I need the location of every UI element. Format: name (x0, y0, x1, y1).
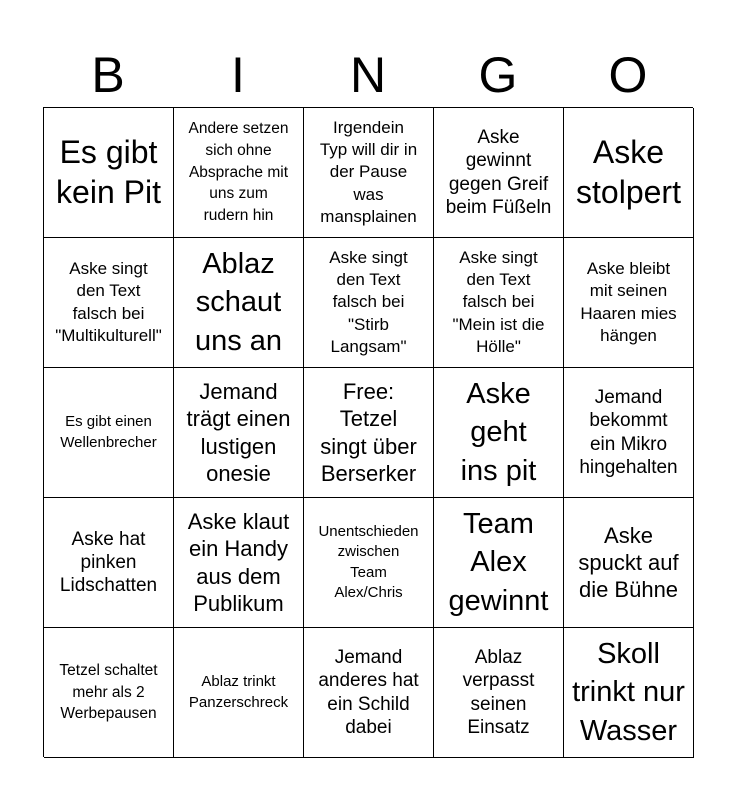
bingo-cell[interactable] (44, 238, 174, 368)
cell-text: Irgendein Typ will dir in der Pause was mansplainen (319, 118, 418, 226)
bingo-cell[interactable] (304, 368, 434, 498)
cell-text: Aske klaut ein Handy aus dem Publikum (187, 508, 290, 616)
cell-text: Jemand bekommt ein Mikro hingehalten (579, 387, 678, 478)
header-letter-g: G (478, 47, 518, 103)
bingo-cell[interactable] (174, 498, 304, 628)
bingo-cell[interactable] (434, 498, 564, 628)
bingo-cell[interactable] (44, 498, 174, 628)
bingo-cell[interactable] (564, 498, 694, 628)
cell-text: Aske geht ins pit (460, 378, 537, 487)
header-letter-o: O (608, 47, 648, 103)
bingo-cell[interactable] (434, 238, 564, 368)
cell-text: Aske singt den Text falsch bei "Mein ist die Hölle" (452, 248, 545, 356)
cell-text: Andere setzen sich ohne Absprache mit uns zum rudern hin (188, 120, 289, 225)
bingo-cell[interactable] (434, 628, 564, 758)
bingo-cell[interactable] (564, 238, 694, 368)
cell-text: Aske bleibt mit seinen Haaren mies hängen (580, 259, 677, 345)
bingo-cell[interactable] (44, 368, 174, 498)
header-letter-i: I (231, 47, 245, 103)
bingo-cell[interactable] (304, 238, 434, 368)
cell-text: Ablaz trinkt Panzerschreck (188, 673, 289, 711)
bingo-cell[interactable] (174, 108, 304, 238)
header-letter-b: B (91, 47, 125, 103)
bingo-header (43, 44, 693, 106)
cell-text: Tetzel schaltet mehr als 2 Werbepausen (59, 661, 158, 723)
bingo-cell[interactable] (44, 108, 174, 238)
cell-text: Es gibt kein Pit (56, 134, 161, 210)
cell-text: Aske spuckt auf die Bühne (578, 522, 679, 603)
bingo-cell[interactable] (304, 628, 434, 758)
bingo-card (43, 107, 693, 757)
bingo-cell[interactable] (174, 238, 304, 368)
header-letter-n: N (349, 47, 387, 103)
cell-text: Es gibt einen Wellenbrecher (60, 413, 157, 451)
cell-text: Aske stolpert (576, 134, 681, 210)
cell-text: Skoll trinkt nur Wasser (572, 638, 685, 747)
cell-text: Ablaz schaut uns an (194, 248, 283, 357)
cell-text: Free: Tetzel singt über Berserker (320, 378, 417, 486)
bingo-cell[interactable] (564, 628, 694, 758)
cell-text: Jemand anderes hat ein Schild dabei (318, 647, 419, 738)
bingo-cell[interactable] (304, 498, 434, 628)
cell-text: Ablaz verpasst seinen Einsatz (462, 647, 535, 738)
bingo-cell[interactable] (174, 368, 304, 498)
bingo-cell[interactable] (564, 368, 694, 498)
bingo-cell[interactable] (174, 628, 304, 758)
cell-text: Aske singt den Text falsch bei "Stirb Langsam" (329, 248, 408, 356)
cell-text: Team Alex gewinnt (448, 508, 549, 617)
bingo-cell[interactable] (44, 628, 174, 758)
cell-text: Aske singt den Text falsch bei "Multikulturell" (55, 259, 162, 345)
cell-text: Unentschieden zwischen Team Alex/Chris (318, 523, 419, 601)
bingo-cell[interactable] (304, 108, 434, 238)
cell-text: Jemand trägt einen lustigen onesie (186, 378, 291, 486)
bingo-cell[interactable] (434, 108, 564, 238)
cell-text: Aske gewinnt gegen Greif beim Füßeln (445, 127, 552, 218)
cell-text: Aske hat pinken Lidschatten (59, 528, 158, 597)
bingo-cell[interactable] (564, 108, 694, 238)
bingo-cell[interactable] (434, 368, 564, 498)
